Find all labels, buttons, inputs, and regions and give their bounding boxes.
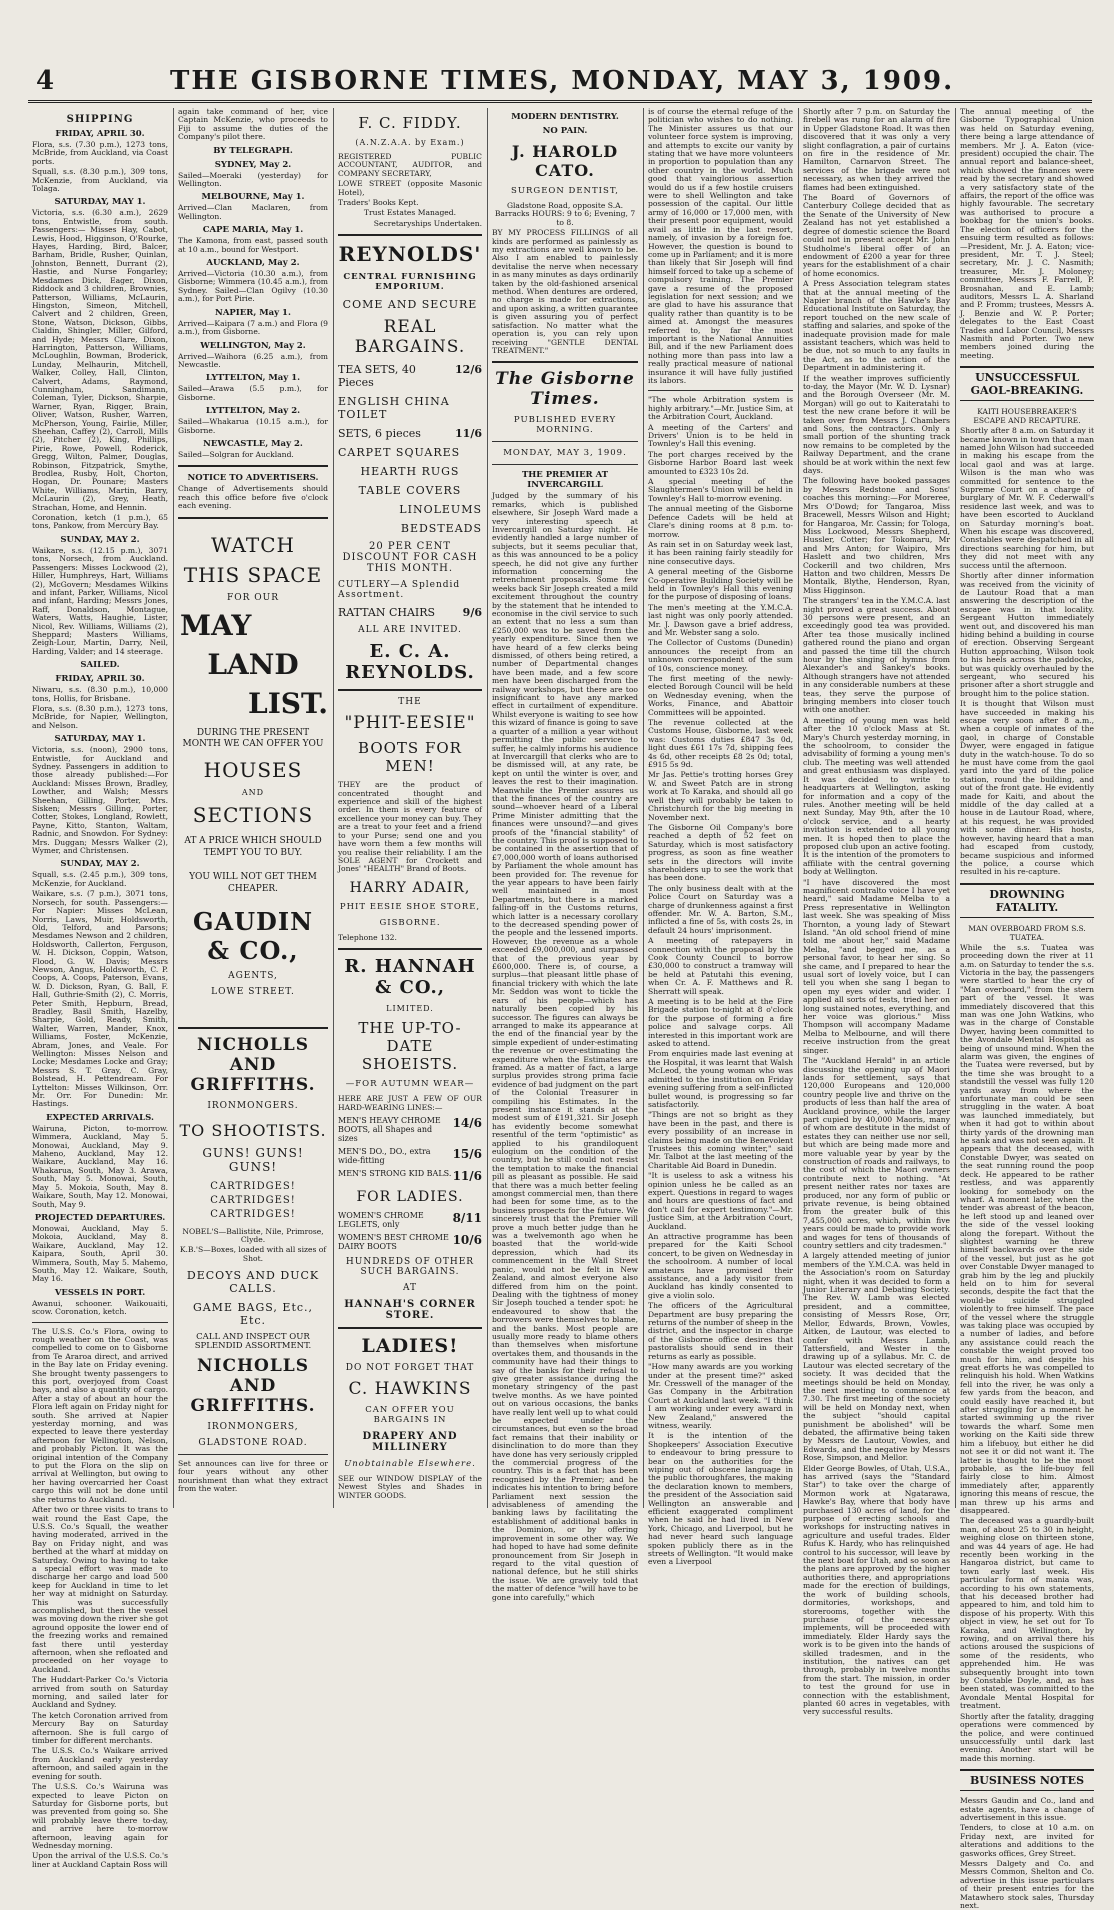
divider xyxy=(492,441,638,442)
paragraph: Messrs Dalgety and Co. and Messrs Common, Shelton and Co. advertise in this issue particulars of their present entries for the Matawhero stock sales, Thursday next. xyxy=(960,1858,1094,1910)
paragraph: Waikare, s.s. (12.15 p.m.), 3071 tons, Norsech, from Auckland. Passengers: Misses Lockwood (2), Hiller, Humphreys, Hart, Williams (2), McGovern; Mesdames Wilkins and infant, Parker, Williams, Nicol and infant, Harding; Messrs Jones, Raff, Donaldson, Montague, Waters, Watts, Haughie, Lister, Nicol, Rev. Williams, Williams (2), Sheppard; Masters Williams, Zeigh-Lour, Martin, Darry, Neil, Harding, Valder; and 14 steerage. xyxy=(32,545,168,656)
price-item: WOMEN'S CHROME LEGLETS, only xyxy=(338,1210,424,1229)
paragraph: Flora, s.s. (8.30 p.m.), 1273 tons, McBride, for Napier, Wellington, and Nelson. xyxy=(32,703,168,730)
price-value: 15/6 xyxy=(452,1146,482,1161)
ad-line: TABLE COVERS xyxy=(358,484,462,498)
paragraph: Sailed—Whakarua (10.15 a.m.), for Gisborne. xyxy=(178,417,328,435)
date-heading: SATURDAY, MAY 1. xyxy=(54,734,146,745)
paragraph: Arrived—Victoria (10.30 a.m.), from Gisborne; Wimmera (10.45 a.m.), from Sydney. Sailed—Clan Ogilvy (10.30 a.m.), for Port Pirie. xyxy=(178,269,328,304)
divider xyxy=(178,1027,328,1029)
ad-line: J. HAROLD CATO. xyxy=(511,142,619,180)
paragraph: The Board of Governors of Canterbury College decided that as the Senate of the University of New Zealand has not yet established a degree of domestic science the Board could not in present accept Mr. John Studholme's liberal offer of an endowment of £200 a year for three years for the establishment of a chair of home economics. xyxy=(803,193,950,278)
ad-line: YOU WILL NOT GET THEM CHEAPER. xyxy=(189,871,317,894)
gaudin-advert xyxy=(178,533,328,997)
ad-line: COME AND SECURE xyxy=(342,298,478,312)
divider xyxy=(178,1454,328,1455)
paragraph: If the weather improves sufficiently to-day, the Mayor (Mr. W. D. Lysnar) and the Borough Overseer (Mr. M. Morgan) will go out to Kaiteratahi to test the new crane before it will be taken over from Messrs J. Chambers and Sons, the contractors. Only a small portion of the shunting track now remains to be completed by the Railway Department, and the crane should be at work within the next few days. xyxy=(803,373,950,476)
paragraph: Elder George Bowles, of Utah, U.S.A., has arrived (says the "Standard Star") to take over the charge of Mormon work at Ngatarawa, Hawke's Bay, where that body have purchased 130 acres of land, for the purpose of erecting schools and workshops for instructing natives in agriculture and useful trades. Elder Rufus K. Hardy, who has relinquished control to his successor, will leave by the next boat for Utah, and so soon as the plans are approved by the higher authorities there, and appropriations made for the erection of buildings, the work of building schools, dormitories, workshops, and storerooms, together with the purchase of the necessary implements, will be proceeded with immediately. Elder Hardy says the work is to be given into the hands of skilled tradesmen, and in the institution, the natives can get through, probably in twelve months from the start. The mission, in order to test the ground for use in connection with the establishment, planted 60 acres in vegetables, with very successful results. xyxy=(803,1463,950,1717)
ad-line: NO PAIN. xyxy=(542,126,588,136)
paragraph: As rain set in on Saturday week last, it has been raining fairly steadily for nine consecutive days. xyxy=(648,539,793,566)
paragraph: The Huddart-Parker Co.'s Victoria arrived from south on Saturday morning, and sailed later for Auckland and Sydney. xyxy=(32,1675,168,1710)
date-heading: FRIDAY, APRIL 30. xyxy=(55,129,145,139)
ad-line: NICHOLLS AND GRIFFITHS. xyxy=(190,1356,316,1416)
paragraph: The following have booked passages by Messrs Redstone and Sons' coaches this morning:—For Moreree, Mrs O'Dowd; for Tangaroa, Miss Bracewell, Messrs Wilson and Hight; for Hangaroa, Mr. Cassin; for Tologa, Miss Lockwood, Messrs Shepherd, Hussler, Cotter; for Tokomaru, Mr and Mrs Anton; for Waipiro, Mrs Haslett and two children, Mrs Cockerill and two children, Mrs Hatton and two children, Messrs De Montalk, Blythe, Henderson, Ryan, Miss Higginson. xyxy=(803,476,950,595)
ad-line: LINOLEUMS xyxy=(399,503,482,517)
ad-line: AND xyxy=(241,787,265,797)
section-heading: BY TELEGRAPH. xyxy=(213,145,293,156)
price-row xyxy=(338,363,482,389)
paragraph: The U.S.S. Co.'s Wairuna was expected to leave Picton on Saturday for Gisborne ports, but was prevented from going so. She will probably leave there to-day, and arrive here to-morrow afternoon, leaving again for Wednesday morning. xyxy=(32,1782,168,1850)
issue-date: MONDAY, MAY 3, 1909. xyxy=(503,448,627,459)
ad-line: DECOYS AND DUCK CALLS. xyxy=(186,1269,320,1296)
paragraph: The revenue collected at the Customs House, Gisborne, last week was: Customs duties £847 3s 0d, light dues £61 17s 7d, shipping fees 4s 6d, other receipts £8 2s 0d; total, £915 5s 9d. xyxy=(648,718,793,770)
newspaper-name: The Gisborne Times. xyxy=(495,369,635,410)
ad-line: Trust Estates Managed. xyxy=(363,208,457,218)
price-value: 12/6 xyxy=(455,363,482,377)
price-value: 8/11 xyxy=(452,1210,482,1225)
divider xyxy=(338,948,482,950)
paragraph: Mr Jas. Pettie's trotting horses Grey W. and Sweet Patch are in strong work at To Karaka, and should all go well they will probably be taken to Christchurch for the big meeting in November next. xyxy=(648,770,793,822)
column-rule xyxy=(173,108,174,1508)
ad-line: HEARTH RUGS xyxy=(360,465,460,479)
ad-line: REGISTERED PUBLIC ACCOUNTANT, AUDITOR, and COMPANY SECRETARY, xyxy=(338,152,482,178)
paragraph: A special meeting of the Slaughtermen's Union will be held in Townley's Hall to-morrow evening. xyxy=(648,477,793,503)
ad-line: BOOTS FOR MEN! xyxy=(358,739,462,776)
paragraph: Shortly after 7 p.m. on Saturday the firebell was rung for an alarm of fire in Upper Gladstone Road. It was then discovered that it was only a very slight conflagration, a pair of curtains on fire in the residence of Mr. Hamilton, Carnarvon Street. The services of the brigade were not necessary, as when they arrived the flames had been extinguished. xyxy=(803,107,950,192)
ad-line: NICHOLLS AND GRIFFITHS. xyxy=(190,1034,316,1095)
paragraph: A Press Association telegram states that at the annual meeting of the Napier branch of the Hawke's Bay Educational Institute on Saturday, the report touched on the new scale of staffing and salaries, and spoke of the inadequate provision made for male assistant teachers, which was held to be due, not so much to any faults in the Act, as to the action of the Department in administering it. xyxy=(803,279,950,373)
ad-line: HANNAH'S CORNER STORE. xyxy=(344,1298,476,1321)
hawkins-advert xyxy=(338,1335,482,1500)
section-heading: EXPECTED ARRIVALS. xyxy=(46,1112,154,1123)
paragraph: Arrived—Kaipara (7 a.m.) and Flora (9 a.m.), from Gisborne. xyxy=(178,318,328,337)
hannah-advert xyxy=(338,956,482,1321)
section-heading: SHIPPING xyxy=(66,114,134,125)
column-rule xyxy=(487,108,488,1508)
divider xyxy=(338,689,482,691)
ad-line: GUNS! GUNS! GUNS! xyxy=(202,1145,304,1174)
paragraph: The annual meeting of the Gisborne Typographical Union was held on Saturday evening, there being a large attendance of members. Mr J. A. Eaton (vice-president) occupied the chair. The annual report and balance-sheet, which showed the finances were read by the secretary and showed a very satisfactory state of the affairs, the report of the office was highly favourable. The secretary was authorised to procure a bookbag for the union's books. The election of officers for the ensuing term resulted as follows:—President, Mr. J. A. Eaton; vice-president, Mr. T. J. Steel; secretary, Mr. J. C. Nasmith; treasurer, Mr. J. Moloney; committee, Messrs F. Farrell, P. Brosnahan, and E. Lamb; auditors, Messrs L. A. Sharland and P. Fromm; trustees, Messrs A. J. Benzie and W. P. Porter; delegates to the East Coast Trades and Labor Council, Messrs Nasmith and Porter. Two new members joined during the meeting. xyxy=(960,107,1094,360)
paragraph: "It is useless to ask a witness his opinion unless he be called as an expert. Questions in regard to wages and hours are questions of fact and don't call for expert testimony."—Mr. Justice Sim, at the Arbitration Court, Auckland. xyxy=(648,1171,793,1231)
ad-line: 20 PER CENT DISCOUNT FOR CASH THIS MONTH. xyxy=(342,541,478,575)
ad-line: E. C. A. REYNOLDS. xyxy=(345,641,475,684)
paragraph: is of course the eternal refuge of the politician who wishes to do nothing. The Minister assures us that our volunteer force system is improving, and attempts to excite our vanity by stating that we have more volunteers in proportion to population than any other country in the world. Much good that vainglorious assertion would do us if a few hostile cruisers were to shell Wellington and take possession of the capital. Our little army of 16,000 or 17,000 men, with their present poor equipment, would avail as little in the last resort, namely, of invasion by a foreign foe. However, the question is bound to come up in Parliament; and it is more than likely that Sir Joseph will find himself forced to take up a scheme of compulsory training. The Premier gave a resume of the proposed legislation for next session; and we are glad to have his assurance that quality rather than quantity is to be aimed at. Amongst the measures referred to, by far the most important is the National Annuities Bill, and if the new Parliament does nothing more than pass into law a really practical measure of national insurance it will have fully justified its labors. xyxy=(648,107,793,385)
paragraph: Sailed—Arawa (5.5 p.m.), for Gisborne. xyxy=(178,384,328,402)
ad-line: GAME BAGS, Etc., Etc. xyxy=(192,1301,314,1328)
date-heading: FRIDAY, APRIL 30. xyxy=(55,674,145,685)
price-item: MEN'S STRONG KID BALS. xyxy=(338,1168,452,1178)
paragraph: Arrived—Clan Maclaren, from Wellington. xyxy=(178,203,328,221)
ad-line: SECTIONS xyxy=(192,802,314,827)
place-heading: WELLINGTON, May 2. xyxy=(200,340,306,351)
paragraph: Shortly after the fatality, dragging operations were commenced by the police, and were continued unsuccessfully until dark last evening. Another start will be made this morning. xyxy=(960,1711,1094,1763)
ad-line: FOR OUR xyxy=(227,592,279,603)
page-number: 4 xyxy=(36,66,55,96)
paragraph: Sailed—Moeraki (yesterday) for Wellington. xyxy=(178,170,328,189)
ad-line: DRAPERY AND MILLINERY xyxy=(362,1430,458,1453)
paragraph: Waikare, s.s. (7 p.m.), 3071 tons, Norsech, for south. Passengers:—For Napier: Misses McLean, Norris, Laws, Muir, Holdsworth, Old, Telford, and Parsons; Mesdames Newson and 2 children, Holdsworth, Callerton, Ferguson, W. H. Dickson, Coppin, Watson, Flood, G. W. Davis; Messrs Newson, Angus, Holdsworth, C. P. Coops, A. Coops, Paterson, Evans, W. D. Dickson, Ryan, G. Ball, F. Hall, Guthrie-Smith (2), C. Morris, Peter Smith, Hepburn, Bread, Bradley, Basil Smith, Hazelby, Sharpie, Gold, Ready, Smith, Walter, Warren, Mander, Knox, Williams, Foster, McKenzie, Abram, Jones, and Veale. For Wellington: Misses Nelson and Locke; Mesdames Locke and Gray; Messrs S. T. Gray, C. Gray, Bolstead, H. Pettendream. For Lyttelton: Misses Wilkinson, Orr. Mr. Orr. For Dunedin: Mr. Hastings. xyxy=(32,889,168,1109)
ad-line: CARPET SQUARES xyxy=(338,446,461,460)
paragraph: Set announces can live for three or four years without any other nourishment than what they extract from the water. xyxy=(178,1459,328,1494)
ad-line: IRONMONGERS, xyxy=(207,1422,299,1432)
paragraph: An attractive programme has been prepared for the Kaiti School concert, to be given on Wednesday in the schoolroom. A number of local amateurs have promised their assistance, and a lady visitor from Auckland has kindly consented to give a violin solo. xyxy=(648,1232,793,1300)
paragraph: The officers of the Agricultural Department are busy preparing the returns of the number of sheep in the district, and the inspector in charge of the Gisborne office desires that pastoralists should send in their returns as early as possible. xyxy=(648,1301,793,1361)
paragraph: "How many awards are you working under at the present time?" asked Mr. Cresswell of the manager of the Gas Company in the Arbitration Court at Auckland last week. "I think I am working under every award in New Zealand," answered the witness, wearily. xyxy=(648,1362,793,1430)
ad-line: TO SHOOTISTS. xyxy=(179,1120,327,1140)
price-value: 14/6 xyxy=(452,1115,482,1130)
ad-line: THE UP-TO-DATE SHOEISTS. xyxy=(358,1019,462,1074)
date-heading: SUNDAY, MAY 2. xyxy=(60,859,140,870)
paragraph: A largely attended meeting of junior members of the Y.M.C.A. was held in the Association's room on Saturday night, when it was decided to form a Junior Literary and Debating Society. The Rev. W. Lamb was elected president, and a committee, consisting of Messrs Rose, Orr, Mellor, Edwards, Brown, Vowles, Aitken, de Lautour, was elected to confer with Messrs Lamb, Tattersfield, and Wester in the drawing up of a syllabus. Mr. C. de Lautour was elected secretary of the society. It was decided that the meetings should be held on Monday, the next meeting to commence at 7.30. The first meeting of the society will be held on Monday next, when the subject "should capital punishment be abolished" will be debated, the affirmative being taken by Messrs de Lautour, Vowles, and Edwards, and the negative by Messrs Rose, Simpson, and Mellor. xyxy=(803,1251,950,1463)
reynolds-advert xyxy=(338,242,482,683)
divider xyxy=(178,465,328,467)
ad-line: CALL AND INSPECT OUR SPLENDID ASSORTMENT. xyxy=(194,1332,312,1351)
column-rule xyxy=(333,108,334,1508)
ad-line: R. HANNAH & CO., xyxy=(344,956,476,999)
price-row xyxy=(338,1169,482,1183)
ad-line: LOWE STREET. xyxy=(211,986,295,997)
divider xyxy=(178,517,328,519)
column-editorial xyxy=(492,108,638,1602)
masthead xyxy=(0,0,1114,100)
price-item: SETS, 6 pieces xyxy=(338,427,421,441)
paragraph: A meeting is to be held at the Fire Brigade station to-night at 8 o'clock for the purpose of forming a fire police and salvage corps. All interested in this important work are asked to attend. xyxy=(648,997,793,1049)
paragraph: The Gisborne Oil Company's bore reached a depth of 52 feet on Saturday, which is most satisfactory progress, as soon as fine weather sets in the directors will invite shareholders up to see the work that has been done. xyxy=(648,822,793,883)
ad-line: C. HAWKINS xyxy=(348,1378,472,1399)
paragraph: Niwaru, s.s. (8.30 p.m.), 10,000 tons, Hollis, for Brisbane. xyxy=(32,685,168,703)
paragraph: The men's meeting at the Y.M.C.A. last night was only poorly attended. Mr. J. Dawson gave a brief address, and Mr. Webster sang a solo. xyxy=(648,602,793,637)
price-value: 11/6 xyxy=(452,1168,482,1183)
column-news xyxy=(648,107,793,1567)
ad-line: Secretaryships Undertaken. xyxy=(373,218,482,228)
ad-line: GAUDIN & CO., xyxy=(192,906,314,965)
ad-line: "PHIT-EESIE" xyxy=(344,713,476,734)
divider xyxy=(32,1322,168,1323)
paragraph: Victoria, s.s. (6.30 a.m.), 2629 tons, Entwistle, from south. Passengers:— Misses Hay, Cabot, Lewis, Hood, Higginson, O'Rourke, Hayes, Harding, Bird, Balcer, Barham, Bridle, Rusher, Quinlan, Johnston, Bennett, Durrant (2), Hastie, and Nurse Fongarley; Mesdames Dick, Eager, Dixon, Riddock and 3 children, Brownies, Patterson, Williams, McLaurin, Hingston, Simeon, Mitchell, Calvert and 2 children, Green, Stone, Watson, Dickson, Gibbs, Cialdin, Shingler, Miller, Gilford, and Hyde; Messrs Clare, Dixon, Harrington, Patterson, Williams, McLoughlin, Bowman, Broderick, Lunday, Melhaurin, Mitchell, Walker, Colley, Hall, Clinton, Calvert, Adams, Raymond, Cunningham, Sandimann, Coleman, Tyler, Dickson, Sharpie, Warner, Ryan, Rigger, Brain, Oliver, Watson, Rusher, Warren, McPherson, Young, Fairlie, Miller, Sheehan, Caffey (2), Carroll, Mills (2), Pitcher (2), King, Phillips, Pirie, Rowe, Powell, Roderick, Gregg, Wilton, Palmer, Douglas, Robinson, Fitzpatrick, Smythe, Brodlea, Rusby, Holt, Chorton, Hogan, Dr. Pounare; Masters White, Williams, Martin, Barry, McLaurin (2), Grey, Heath, Strachan, Home, and Hennin. xyxy=(32,208,168,512)
article-heading: BUSINESS NOTES xyxy=(960,1769,1094,1791)
paragraph: Wairuna, Picton, to-morrow. Wimmera, Auckland, May 5. Monowai, Auckland, May 9. Maheno, Auckland, May 12. Waikare, Auckland, May 16. Whakarua, South, May 3. Arawa, South, May 5. Monowai, South, May 5. Mokoia, South, May 8. Waikare, South, May 12. Monowai, South, May 9. xyxy=(32,1123,168,1209)
ad-line: ENGLISH CHINA TOILET xyxy=(338,395,450,422)
editorial-heading: THE PREMIER AT INVERCARGILL xyxy=(521,470,609,491)
ad-line: AGENTS, xyxy=(228,970,278,981)
ad-line: GLADSTONE ROAD. xyxy=(198,1438,308,1448)
editorial-text: Judged by the summary of his remarks, which is published elsewhere, Sir Joseph Ward made a very interesting speech at Invercargill on Saturday night. He evidently handled a large number of subjects, but it seems peculiar that, as this was announced to be a policy speech, he did not give any further information concerning the retrenchment proposals. Some few weeks back Sir Joseph created a mild excitement throughout the country by the statement that he intended to economise in the civil service to such an extent that no less a sum than £250,000 was to be saved from the yearly expenditure. Since then we have heard of a few clerks being dismissed, of others being retired, a number of Departmental changes have been made, and a few score men have been discharged from the railway workshops, but there are too insignificant to have any marked effect in curtailment of expenditure. Whilst everyone is waiting to see how this wizard of finance is going to save a quarter of a million a year without permitting the public service to suffer, he calmly informs his audience at Invercargill that clerks who are to be dismissed will, at any rate, be kept on until the winter is over, and leaves the rest to their imagination. Meanwhile the Premier assures us that the finances of the country are sound—whoever heard of a Liberal Prime Minister admitting that the finances were unsound?—and gives proofs of the "financial stability" of the country. This proof is supposed to be contained in the assertion that of £7,000,000 worth of loans authorised by Parliament the whole amount has been provided for. The revenue for the year appears to have been fairly well maintained in most Departments, but there is a marked falling-off in the Customs returns, which latter is a necessary corollary to the decreased spending power of the people and the lessened imports. However, the revenue as a whole exceeded £9,000,000, and surpassed that of the previous year by £600,000. There is, of course, a surplus—that pleasant little phase of financial trickery with which the late Mr. Seddon was wont to tickle the ears of his people—which has naturally been copied by his successor. The figures can always be arranged to make its appearance at the end of the financial year by the simple expedient of under-estimating the revenue or over-estimating the expenditure when the Estimates are framed. As a matter of fact, a large surplus provides strong prima facie evidence of bad judgment on the part of the Colonial Treasurer in compiling his Estimates. In the present instance it stands at the modest sum of £191,321. Sir Joseph has evidently become somewhat resentful of the term "optimistic" as applied to his grandiloquent eulogium on the condition of the country, but he still could not resist the temptation to make the financial pill as pleasant as possible. He said that there was a much better feeling amongst commercial men, than there had been for some time, as to the business prospects for the future. We sincerely trust that the Premier will prove a much better judge than he was a twelvemonth ago when he boasted that the world-wide depression, which had its commencement in the Wall Street panic, would not be felt in New Zealand, and almost everyone also differed from him on the point. Dealing with the tightness of money Sir Joseph touched a tender spot: he endeavoured to show that the borrowers were themselves to blame, and the banks. Most people are usually more ready to blame others than themselves when misfortune overtakes them, and thousands in the community have had their things to say of the banks for their refusal to give greater assistance during the monetary stringency of the past twelve months. As we have pointed out on various occasions, the banks have really lent well up to what could be expected under the circumstances, but even so the broad fact remains that their inability or disinclination to do more than they have done has very seriously crippled the commercial progress of the country. This is a fact that has been recognised by the Premier; and he indicates his intention to bring before Parliament next session the advisableness of amending the banking laws by facilitating the establishment of additional banks in the Dominion, or by offering improvement in some other way. We had hoped to have had some definite pronouncement from Sir Joseph in regard to the vital question of national defence, but he still shirks the issue. We are gravely told that the matter of defence "will have to be gone into carefully," which xyxy=(492,491,638,1602)
paragraph: The first meeting of the newly-elected Borough Council will be held on Wednesday evening, when the Works, Finance, and Abattoir Committees will be appointed. xyxy=(648,674,793,717)
divider xyxy=(338,234,482,236)
price-item: RATTAN CHAIRS xyxy=(338,606,436,620)
price-row xyxy=(338,1233,482,1251)
column-rule xyxy=(955,108,956,1508)
nicholls-advert xyxy=(178,1035,328,1448)
ad-line: THEY are the product of concentrated thought and experience and skill of the highest order. In them is every feature of excellence your money can buy. They are a treat to your feet and a friend to your Purse; send one and you have worn them a few months will you realise their reliability. I am the SOLE AGENT for Crockett and Jones' "HEALTH" Brand of Boots. xyxy=(338,780,482,874)
ad-line: HUNDREDS OF OTHER SUCH BARGAINS. xyxy=(345,1256,475,1277)
price-value: 9/6 xyxy=(462,606,482,620)
masthead-rule xyxy=(28,100,1092,103)
place-heading: MELBOURNE, May 1. xyxy=(201,192,305,203)
ad-line: SEE our WINDOW DISPLAY of the Newest Styles and Shades in WINTER GOODS. xyxy=(338,1473,482,1500)
paragraph: The U.S.S. Co.'s Waikare arrived from Auckland early yesterday afternoon, and sailed again in the evening for south. xyxy=(32,1746,168,1781)
ad-line: HARRY ADAIR, xyxy=(349,879,471,896)
ad-line: (A.N.Z.A.A. by Exam.) xyxy=(355,138,465,147)
paragraph: The U.S.S. Co.'s Flora, owing to rough weather on the Coast, was compelled to come on to Gisborne from Te Araroa direct, and arrived in the Bay late on Friday evening. She brought twenty passengers to this port, overjoyed from Coast bays, and also a quantity of cargo. After a stay of about an hour the Flora left again on Friday night for south. She arrived at Napier yesterday morning, and was expected to leave there yesterday afternoon for Wellington, Nelson, and probably Picton. It was the original intention of the Company to put the Flora on the slip on arrival at Wellington, but owing to her having overcarried her Coast cargo this will not be done until she returns to Auckland. xyxy=(32,1326,168,1504)
place-heading: AUCKLAND, May 2. xyxy=(206,258,300,269)
paragraph: The strangers' tea in the Y.M.C.A. last night proved a great success. About 30 persons were present, and an exceedingly good tea was provided. After tea those musically inclined gathered round the piano and organ and passed the time till the church hour by the singing of hymns from Alexander's and Sankey's books. Although strangers have not attended in any considerable numbers at these teas, they serve the purpose of bringing members into closer touch with one another. xyxy=(803,596,950,715)
section-heading: VESSELS IN PORT. xyxy=(54,1287,146,1298)
cato-advert xyxy=(492,112,638,355)
place-heading: LYTTELTON, May 1. xyxy=(205,373,301,384)
fiddy-advert xyxy=(338,114,482,228)
paragraph: Sailed—Solgran for Auckland. xyxy=(178,449,294,459)
ad-line: Unobtainable Elsewhere. xyxy=(344,1458,476,1469)
place-heading: SYDNEY, May 2. xyxy=(214,159,292,170)
paragraph: While the s.s. Tuatea was proceeding down the river at 11 a.m. on Saturday to tender the s.s. Victoria in the bay, the passengers were startled to hear the cry of "Man overboard," from the stern part of the vessel. It was immediately discovered that this man was one John Watkins, who was in the charge of Constable Dwyer, having been committed to the Avondale Mental Hospital as being of unsound mind. When the alarm was given, the engines of the Tuatea were reversed, but by the time she was brought to a standstill the vessel was fully 120 yards away from where the unfortunate man could be seen struggling in the water. A boat was launched immediately, but when it had got to within about thirty yards of the drowning man he sank and was not seen again. It appears that the deceased, with Constable Dwyer, was seated on the seat running round the poop deck. He appeared to be rather restless, and was apparently looking for somebody on the wharf. A moment later, when the tender was abreast of the beacon, he left stood up and leaned over the side of the vessel looking along the forepart. Without the slightest warning he threw himself backwards over the side of the vessel, but just as he got over Constable Dwyer managed to grab him by the leg and pluckily held on to him for several seconds, despite the fact that the would-be suicide struggled violently to free himself. The pace of the vessel where the struggle was taking place was occupied by a number of ladies, and before any assistance could reach the constable the weight proved too much for him, and despite his great efforts he was compelled to relinquish his hold. When Watkins fell into the river, he was only a few yards from the beacon, and could easily have reached it, but after struggling for a moment he started swimming up the river towards the wharf. Some men working on the Kaiti side threw him a lifebuoy, but either he did not see it or did not want it. The latter is thought to be the most probable, as the life-buoy fell fairly close to him. Almost immediately after, apparently ignoring this means of rescue, the man threw up his arms and disappeared. xyxy=(960,942,1094,1515)
place-heading: LYTTELTON, May 2. xyxy=(205,406,301,417)
column-reports xyxy=(960,107,1094,1910)
article-heading: DROWNING FATALITY. xyxy=(960,883,1094,918)
paragraph: Coronation, ketch (1 p.m.), 65 tons, Pankow, from Mercury Bay. xyxy=(32,513,168,531)
paragraph: Squall, s.s. (2.45 p.m.), 309 tons, McKenzie, for Auckland. xyxy=(32,870,168,888)
paragraph: A meeting of young men was held after the 10 o'clock Mass at St. Mary's Church yesterday morning, in the schoolroom, to consider the advisability of forming a young men's club. The meeting was well attended and great enthusiasm was displayed. It was decided to write to headquarters at Wellington, asking for information and a copy of the rules. Another meeting will be held next Sunday, May 9th, after the 10 o'clock service, and a hearty invitation is extended to all young men. It is hoped then to place the proposed club upon an active footing. It is the intention of the promoters to affiliate with the central governing body at Wellington. xyxy=(803,715,950,877)
paragraph: The annual meeting of the Gisborne Defence Cadets will be held at Clare's dining rooms at 8 p.m. to-morrow. xyxy=(648,504,793,539)
column-two xyxy=(178,108,328,1508)
ad-line: BY MY PROCESS FILLINGS of all kinds are performed as painlessly as my extractions are well known to be. Also I am enabled to painlessly devitalise the nerve when necessary in as many minutes as days ordinarily taken by the old-fashioned arsenical method. When dentures are ordered, no charge is made for extractions, and upon asking, a written guarantee is given assuring you of perfect satisfaction. No matter what the operation is, you can rely upon receiving "GENTLE DENTAL TREATMENT." xyxy=(492,228,638,355)
ad-line: DO NOT FORGET THAT xyxy=(345,1362,475,1373)
article-subheading: KAITI HOUSEBREAKER'S ESCAPE AND RECAPTURE. xyxy=(973,407,1081,426)
paragraph: "I have discovered the most magnificent contralto voice I have yet heard," said Madame Melba to a Press representative in Wellington last week. She was speaking of Miss Thornton, a young lady of Stewart Island. "An old school friend of mine told me about her," said Madame Melba, "and begged me, as a personal favor, to hear her sing. So she came, and I prepared to hear the usual sort of lovely voice, but I can tell you when she sang I began to open my eyes wider and wider. I applied all sorts of tests, tried her on long sustained notes, everything, and her voice was glorious." Miss Thompson will accompany Madame Melba to Melbourne, and will there receive instruction from the great singer. xyxy=(803,877,950,1055)
paragraph: Flora, s.s. (7.30 p.m.), 1273 tons, McBride, from Auckland, via Coast ports. xyxy=(32,140,168,166)
price-row xyxy=(338,1211,482,1229)
place-heading: NEWCASTLE, May 2. xyxy=(203,438,303,449)
ad-line: MODERN DENTISTRY. xyxy=(511,112,619,122)
ad-line: LIMITED. xyxy=(386,1004,434,1014)
paragraph: "The whole Arbitration system is highly arbitrary."—Mr. Justice Sim, at the Arbitration Court, Auckland. xyxy=(648,395,793,422)
column-local-news xyxy=(803,107,950,1717)
divider xyxy=(492,464,638,465)
paragraph: Shortly after dinner information was received from the vicinity of de Lautour Road that a man answering the description of the escapee was in that locality. Sergeant Hutton immediately went out, and discovered his man hiding behind a building in course of erection. Observing Sergeant Hutton approaching, Wilson took to his heels across the paddocks, but was quickly overhauled by the sergeant, who secured his prisoner after a short struggle and brought him to the police station. xyxy=(960,571,1094,698)
paragraph: The only business dealt with at the Police Court on Saturday was a charge of drunkenness against a first offender. Mr. W. A. Barton, S.M., inflicted a fine of 5s, with costs 2s, in default 24 hours' imprisonment. xyxy=(648,883,793,935)
phit-eesie-advert xyxy=(338,697,482,942)
page-title: THE GISBORNE TIMES, MONDAY, MAY 3, 1909. xyxy=(170,66,955,96)
ad-line: LIST. xyxy=(248,686,328,720)
ad-line: ALL ARE INVITED. xyxy=(358,625,462,636)
paragraph: Awanui, schooner. Waikouaiti, scow. Coronation, ketch. xyxy=(32,1298,168,1317)
paragraph: The Collector of Customs (Dunedin) announces the receipt from an unknown correspondent of the sum of 10s, conscience money. xyxy=(648,638,793,673)
paragraph: The port charges received by the Gisborne Harbor Board last week amounted to £323 10s 2d. xyxy=(648,449,793,476)
paragraph: From enquiries made last evening at the Hospital, it was learnt that Walsh McLeod, the young woman who was admitted to the institution on Friday evening suffering from a self-inflicted bullet wound, is progressing so far satisfactorily. xyxy=(648,1049,793,1109)
section-heading: SAILED. xyxy=(80,660,120,671)
ad-line: PHIT EESIE SHOE STORE, xyxy=(339,901,481,912)
paragraph: A meeting of ratepayers in connection with the proposal by the Cook County Council to borrow £30,000 to construct a tramway will be held at Patutahi this evening, when Cr. A. F. Matthews and R. Sherratt will speak. xyxy=(648,936,793,996)
paragraph: After two or three visits to trans to wait round the East Cape, the U.S.S. Co.'s Squall, the weather having moderated, arrived in the Bay on Friday night, and was berthed at the wharf at midday on Saturday. Owing to having to take a special effort was made to discharge her cargo and load 500 keep for Auckland in time to let her way at midnight on Saturday. This was successfully accomplished, but then the vessel was moving down the river she got aground opposite the lower end of the freezing works and remained fast there until yesterday afternoon, when she refloated and proceeded on her voyage to Auckland. xyxy=(32,1505,168,1674)
ad-line: IRONMONGERS. xyxy=(207,1100,299,1111)
ad-line: FOR LADIES. xyxy=(356,1188,464,1205)
price-item: MEN'S HEAVY CHROME BOOTS, all Shapes and sizes xyxy=(338,1115,441,1143)
ad-line: HERE ARE JUST A FEW OF OUR HARD-WEARING LINES:— xyxy=(338,1094,482,1112)
divider xyxy=(648,390,793,391)
paragraph: again take command of her, vice Captain McKenzie, who proceeds to Fiji to assume the duties of the Company's pilot there. xyxy=(178,107,328,142)
ad-line: HOUSES xyxy=(203,757,303,782)
price-item: WOMEN'S BEST CHROME DAIRY BOOTS xyxy=(338,1232,449,1251)
ad-line: CENTRAL FURNISHING EMPORIUM. xyxy=(343,272,477,293)
price-item: MEN'S DO., DO., extra wide-fitting xyxy=(338,1146,431,1165)
price-value: 10/6 xyxy=(452,1232,482,1247)
paragraph: "Things are not so bright as they have been in the past, and there is every possibility of an increase in claims being made on the Benevolent Trustees this coming winter," said Mr. Talbot at the last meeting of the Charitable Aid Board in Dunedin. xyxy=(648,1110,793,1170)
price-row xyxy=(338,1147,482,1165)
paragraph: Squall, s.s. (8.30 p.m.), 309 tons, McKenzie, from Auckland, via Tolaga. xyxy=(32,167,168,194)
date-heading: SUNDAY, MAY 2. xyxy=(60,534,140,545)
paragraph: Messrs Gaudin and Co., land and estate agents, have a change of advertisement in this issue. xyxy=(960,1796,1094,1822)
article-subheading: MAN OVERBOARD FROM S.S. TUATEA. xyxy=(968,923,1086,942)
paragraph: A meeting of the Carters' and Drivers' Union is to be held in Townley's Hall this evening. xyxy=(648,422,793,449)
ad-line: LAND xyxy=(207,647,299,681)
price-row xyxy=(338,427,482,440)
column-rule xyxy=(643,108,644,1508)
ad-line: CUTLERY—A Splendid Assortment. xyxy=(338,580,461,601)
ad-line: Telephone 132. xyxy=(338,932,397,942)
paragraph: It is thought that Wilson must have succeeded in making his escape very soon after 8 a.m., when a couple of inmates of the gaol, in charge of Constable Dwyer, were engaged in fatigue duty in the watch-house. To do so he must have come from the gaol yard into the yard of the police station, round the building, and out of the front gate. He evidently made for Kaiti, and about the middle of the day called at a house in de Lautour Road, where, at his request, he was provided with some dinner. His hosts, however, having heard that a man had escaped from custody, became suspicious and informed the police, a course which resulted in his re-capture. xyxy=(960,699,1094,877)
ad-line: SURGEON DENTIST, xyxy=(511,186,619,196)
ad-line: NOBEL'S—Ballistite, Nile, Primrose, Clyde. xyxy=(182,1226,324,1244)
ad-line: GISBORNE. xyxy=(379,917,441,928)
ad-line: —FOR AUTUMN WEAR— xyxy=(345,1079,475,1090)
ad-line: F. C. FIDDY. xyxy=(358,114,462,132)
notice-text: Change of Advertisements should reach this office before five o'clock each evening. xyxy=(178,484,328,511)
paragraph: Tenders, to close at 10 a.m. on Friday next, are invited for alterations and additions to the gasworks offices, Grey Street. xyxy=(960,1823,1094,1858)
price-value: 11/6 xyxy=(455,427,482,441)
published-line: PUBLISHED EVERY MORNING. xyxy=(513,415,617,436)
ad-line: REAL BARGAINS. xyxy=(354,317,466,358)
ad-line: LOWE STREET (opposite Masonic Hotel), xyxy=(338,179,482,197)
article-heading: UNSUCCESSFUL GAOL-BREAKING. xyxy=(960,366,1094,401)
ad-line: AT A PRICE WHICH SHOULD TEMPT YOU TO BUY. xyxy=(184,835,322,858)
column-shipping xyxy=(32,108,168,1869)
place-heading: NAPIER, May 1. xyxy=(215,307,291,318)
ad-line: THE xyxy=(398,697,422,708)
section-heading: PROJECTED DEPARTURES. xyxy=(34,1212,166,1223)
ad-line: THIS SPACE xyxy=(183,562,323,587)
notice-heading: NOTICE TO ADVERTISERS. xyxy=(187,473,319,484)
column-adverts xyxy=(338,108,482,1508)
price-row xyxy=(338,606,482,619)
divider xyxy=(492,361,638,363)
paragraph: Upon the arrival of the U.S.S. Co.'s liner at Auckland Captain Ross will xyxy=(32,1851,168,1869)
ad-line: AT xyxy=(402,1282,417,1293)
paragraph: Victoria, s.s. (noon), 2900 tons, Entwistle, for Auckland and Sydney. Passengers in addition to those already published:—For Auckland: Misses Brown, Bradley, Lowther, and Walsh; Messrs Sheehan, Gilling, Porter, Mrs. Sisken; Messrs Gilling, Porter, Cotter, Stokes, Longland, Rowlett, Payne, Kitto, Stanton, Waltam, Radnic, and Snowdon. For Sydney: Mrs. Duggan; Messrs Walker (2), Wymer, and Christensen. xyxy=(32,745,168,856)
ad-line: WATCH xyxy=(211,532,295,557)
paragraph: Monowai, Auckland, May 5. Mokoia, Auckland, May 8. Waikare, Auckland, May 12. Kaipara, South, April 30. Wimmera, South, May 5. Mahemo, South, May 12. Waikare, South, May 16. xyxy=(32,1223,168,1284)
ad-line: CAN OFFER YOU BARGAINS IN xyxy=(365,1404,455,1425)
column-rule xyxy=(798,108,799,1508)
ad-line: DURING THE PRESENT MONTH WE CAN OFFER YOU xyxy=(182,727,324,749)
paragraph: A general meeting of the Gisborne Co-operative Building Society will be held in Townley's Hall this evening for the purpose of disposing of loans. xyxy=(648,567,793,602)
ad-line: Gladstone Road, opposite S.A. Barracks HOURS: 9 to 6; Evening, 7 to 8. xyxy=(494,201,636,227)
ad-line: MAY xyxy=(180,608,252,642)
place-heading: CAPE MARIA, May 1. xyxy=(202,225,304,236)
ad-line: K.B.'S—Boxes, loaded with all sizes of Shot. xyxy=(179,1245,327,1263)
ad-line: Traders' Books Kept. xyxy=(338,198,419,208)
ad-line: CARTRIDGES! CARTRIDGES! CARTRIDGES! xyxy=(210,1180,296,1220)
paragraph: It is the intention of the Shopkeepers' Association Executive to endeavour to bring pressure to bear on the authorities for the wiping out of obscene language in the public thoroughfares, the making the declaration known to members, the president of the Association said Wellington an answerable and efficient exaggerated compliment when he said he had lived in New York, Chicago, and Liverpool, but he had never heard such language spoken publicly there as in the streets of Wellington. "It would make even a Liverpool xyxy=(648,1431,793,1567)
paragraph: The ketch Coronation arrived from Mercury Bay on Saturday afternoon. She is full cargo of timber for different merchants. xyxy=(32,1710,168,1746)
price-row xyxy=(338,1116,482,1143)
paragraph: Shortly after 8 a.m. on Saturday it became known in town that a man named John Wilson had succeeded in making his escape from the local gaol and was at large. Wilson is the man who was committed for sentence to the Supreme Court on a charge of burglary of Mr. W. F. Cederwall's residence last week, and was to have been escorted to Auckland on Saturday morning's boat. When his escape was discovered, Constables were despatched in all directions searching for him, but they did not meet with any success until the afternoon. xyxy=(960,426,1094,570)
ad-line: BEDSTEADS xyxy=(400,522,482,536)
ad-line: LADIES! xyxy=(361,1334,459,1357)
ad-line: REYNOLDS' xyxy=(338,242,482,267)
paragraph: The Kamona, from east, passed south at 10 a.m., bound for Westport. xyxy=(178,236,328,254)
date-heading: SATURDAY, MAY 1. xyxy=(54,197,146,208)
paragraph: Arrived—Waihora (6.25 a.m.), from Newcastle. xyxy=(178,351,328,369)
divider xyxy=(338,1327,482,1329)
price-item: TEA SETS, 40 Pieces xyxy=(338,363,416,390)
paragraph: The "Auckland Herald" in an article discussing the opening up of Maori lands for settlement, says that 120,000 Europeans and 120,000 country people live and thrive on the products of less than half the area of Auckland province, while the larger part cupied by 40,000 Maoris, many of whom are destitute in the midst of estates they can neither use nor sell, but which are being made more and more valuable year by year by the construction of roads and railways, to the cost of which the Maori owners contribute next to nothing. "At present neither rates nor taxes are produced, nor any form of public or private revenue, is being obtained from the greater bulk of this 7,455,000 acres, which, within five years could be made to provide work and wages for tens of thousands of country settlers and city tradesmen." xyxy=(803,1056,950,1251)
paragraph: The deceased was a guardly-built man, of about 25 to 30 in height, weighing close on thirteen stone, and was 44 years of age. He had recently been working in the Hangaroa district, but came to town early last week. His particular form of mania was, according to his own statements, that his deceased brother had appeared to him, and told him to dispose of his property. With this object in view, he set out for To Karaka, and Wellington, by rowing, and on arrival there his actions aroused the suspicions of some of the residents, who apprehended him. He was subsequently brought into town by Constable Doyle, and, as has been stated, was committed to the Avondale Mental Hospital for treatment. xyxy=(960,1516,1094,1711)
